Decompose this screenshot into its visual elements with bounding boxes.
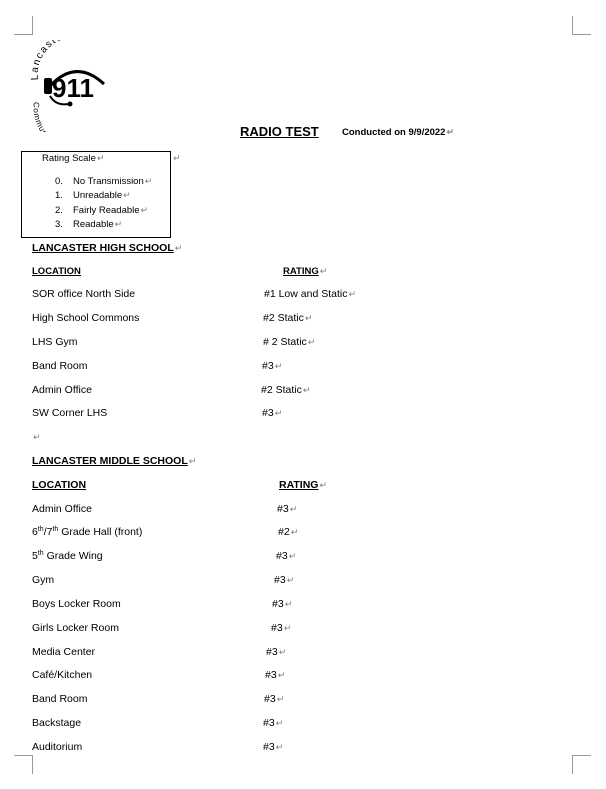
rating-scale-item-label: Readable [73, 219, 114, 230]
rating-scale-item-label: No Transmission [73, 176, 144, 187]
location-cell-part: /7 [43, 526, 53, 538]
paragraph-mark: ↵ [319, 480, 328, 490]
table-row-rating [261, 384, 310, 396]
rating-cell: #3 [263, 717, 275, 729]
middle-school-heading-text: LANCASTER MIDDLE SCHOOL [32, 455, 188, 467]
location-cell: LHS Gym [32, 336, 78, 348]
rating-cell: #3 [262, 360, 274, 372]
location-cell: SW Corner LHS [32, 407, 108, 419]
paragraph-mark: ↵ [275, 718, 284, 728]
location-cell: Girls Locker Room [32, 622, 119, 634]
lancaster-911-logo [28, 40, 124, 132]
paragraph-mark: ↵ [275, 742, 284, 752]
table-row-rating [263, 336, 315, 348]
logo-top-text: Lancast [29, 40, 59, 81]
table-row-location [32, 622, 119, 634]
rating-cell: #1 Low and Static [264, 288, 348, 300]
paragraph-mark: ↵ [274, 361, 283, 371]
rating-cell: #2 Static [261, 384, 302, 396]
high-school-heading-text: LANCASTER HIGH SCHOOL [32, 242, 174, 254]
page-title-text: RADIO TEST [240, 124, 319, 139]
paragraph-mark: ↵ [319, 266, 328, 276]
paragraph-mark: ↵ [96, 153, 105, 163]
paragraph-mark: ↵ [284, 599, 293, 609]
empty-paragraph [32, 431, 41, 443]
middle-school-heading [32, 455, 196, 467]
table-row-rating [263, 717, 283, 729]
crop-mark-bottom-left [14, 755, 33, 774]
location-cell: Admin Office [32, 384, 92, 396]
middle-school-rating-header [279, 479, 327, 491]
high-school-location-header [32, 266, 81, 277]
location-cell-part: Grade Wing [43, 550, 103, 562]
rating-scale-item-number: 2. [55, 205, 63, 216]
paragraph-mark: ↵ [123, 190, 131, 200]
rating-cell: #3 [272, 598, 284, 610]
table-row-rating [263, 312, 312, 324]
rating-scale-item-label: Unreadable [73, 190, 123, 201]
paragraph-mark: ↵ [302, 385, 311, 395]
location-cell: Band Room [32, 360, 88, 372]
paragraph-mark: ↵ [286, 575, 295, 585]
paragraph-mark: ↵ [446, 127, 455, 137]
location-cell-part: 6 [32, 526, 38, 538]
rating-cell: #3 [271, 622, 283, 634]
table-row-rating [262, 360, 282, 372]
rating-scale-item [55, 219, 122, 230]
rating-scale-item-number: 0. [55, 176, 63, 187]
table-row-location [32, 693, 87, 705]
ordinal-superscript: th [52, 526, 59, 533]
table-row-rating [265, 669, 285, 681]
paragraph-mark: ↵ [144, 176, 153, 186]
paragraph-mark: ↵ [304, 313, 313, 323]
location-cell: Gym [32, 574, 55, 586]
high-school-rating-header [283, 266, 327, 277]
crop-mark-bottom-right [572, 755, 591, 774]
rating-scale-item [55, 205, 148, 216]
paragraph-mark-text: ↵ [173, 153, 181, 163]
rating-scale-item-number: 3. [55, 219, 63, 230]
rating-scale-item-label: Fairly Readable [73, 205, 140, 216]
table-row-location [32, 360, 87, 372]
rating-cell: #3 [265, 669, 277, 681]
table-row-location [32, 574, 54, 586]
table-row-location [32, 336, 78, 348]
table-row-rating [274, 574, 294, 586]
table-row-rating [271, 622, 291, 634]
logo-bottom-text: Commu [31, 101, 48, 132]
paragraph-mark: ↵ [114, 219, 123, 229]
location-cell: Café/Kitchen [32, 669, 93, 681]
location-column-header: LOCATION [32, 479, 87, 491]
crop-mark-top-right [572, 16, 591, 35]
location-cell: Auditorium [32, 741, 83, 753]
location-cell: Band Room [32, 693, 88, 705]
middle-school-location-header [32, 479, 86, 491]
location-column-header: LOCATION [32, 266, 81, 277]
rating-cell: #2 [278, 526, 290, 538]
location-cell: Admin Office [32, 503, 92, 515]
table-row-rating [278, 526, 298, 538]
svg-text:Communications [31, 102, 74, 132]
table-row-location [32, 288, 135, 300]
paragraph-mark [172, 152, 181, 164]
table-row-rating [263, 741, 283, 753]
table-row-rating [276, 550, 296, 562]
rating-scale-title-text: Rating Scale [42, 153, 96, 164]
table-row-rating [266, 646, 286, 658]
paragraph-mark: ↵ [348, 289, 357, 299]
table-row-rating [277, 503, 297, 515]
table-row-location [32, 741, 82, 753]
rating-scale-item-number: 1. [55, 190, 63, 201]
logo-graphic [28, 40, 124, 132]
conducted-date [342, 127, 454, 138]
high-school-heading [32, 242, 182, 254]
rating-column-header: RATING [279, 479, 319, 491]
paragraph-mark: ↵ [288, 551, 297, 561]
rating-scale-item [55, 190, 131, 201]
rating-column-header: RATING [283, 266, 319, 277]
location-cell: SOR office North Side [32, 288, 136, 300]
paragraph-mark: ↵ [33, 432, 41, 442]
ordinal-superscript: th [37, 550, 44, 557]
paragraph-mark: ↵ [277, 670, 286, 680]
rating-cell: #3 [277, 503, 289, 515]
rating-scale-title [42, 153, 104, 164]
logo-number: 911 [52, 73, 94, 103]
table-row-rating [264, 288, 356, 300]
table-row-rating [272, 598, 292, 610]
table-row-location [32, 669, 92, 681]
location-cell: High School Commons [32, 312, 140, 324]
rating-cell: # 2 Static [263, 336, 307, 348]
rating-cell: #3 [263, 741, 275, 753]
paragraph-mark: ↵ [283, 623, 292, 633]
paragraph-mark: ↵ [307, 337, 316, 347]
conducted-date-text: Conducted on 9/9/2022 [342, 127, 446, 138]
paragraph-mark: ↵ [289, 504, 298, 514]
location-cell: Backstage [32, 717, 82, 729]
rating-cell: #3 [262, 407, 274, 419]
table-row-location [32, 717, 81, 729]
table-row-rating [262, 407, 282, 419]
table-row-location [32, 503, 92, 515]
location-cell: Media Center [32, 646, 96, 658]
location-cell: Boys Locker Room [32, 598, 121, 610]
table-row-location [32, 550, 103, 562]
paragraph-mark: ↵ [174, 243, 183, 253]
rating-cell: #3 [276, 550, 288, 562]
rating-cell: #3 [274, 574, 286, 586]
paragraph-mark: ↵ [290, 527, 299, 537]
paragraph-mark: ↵ [274, 408, 283, 418]
paragraph-mark: ↵ [276, 694, 285, 704]
table-row-rating [264, 693, 284, 705]
rating-scale-item [55, 176, 152, 187]
table-row-location [32, 598, 121, 610]
rating-cell: #3 [266, 646, 278, 658]
rating-cell: #2 Static [263, 312, 304, 324]
table-row-location [32, 526, 142, 538]
table-row-location [32, 384, 92, 396]
paragraph-mark: ↵ [188, 456, 197, 466]
paragraph-mark: ↵ [140, 205, 149, 215]
table-row-location [32, 407, 107, 419]
location-cell-part: Grade Hall (front) [58, 526, 143, 538]
table-row-location [32, 312, 139, 324]
location-cell-part: 5 [32, 550, 38, 562]
rating-cell: #3 [264, 693, 276, 705]
page-title [240, 124, 319, 139]
ordinal-superscript: th [37, 526, 44, 533]
paragraph-mark: ↵ [278, 647, 287, 657]
crop-mark-top-left [14, 16, 33, 35]
table-row-location [32, 646, 95, 658]
